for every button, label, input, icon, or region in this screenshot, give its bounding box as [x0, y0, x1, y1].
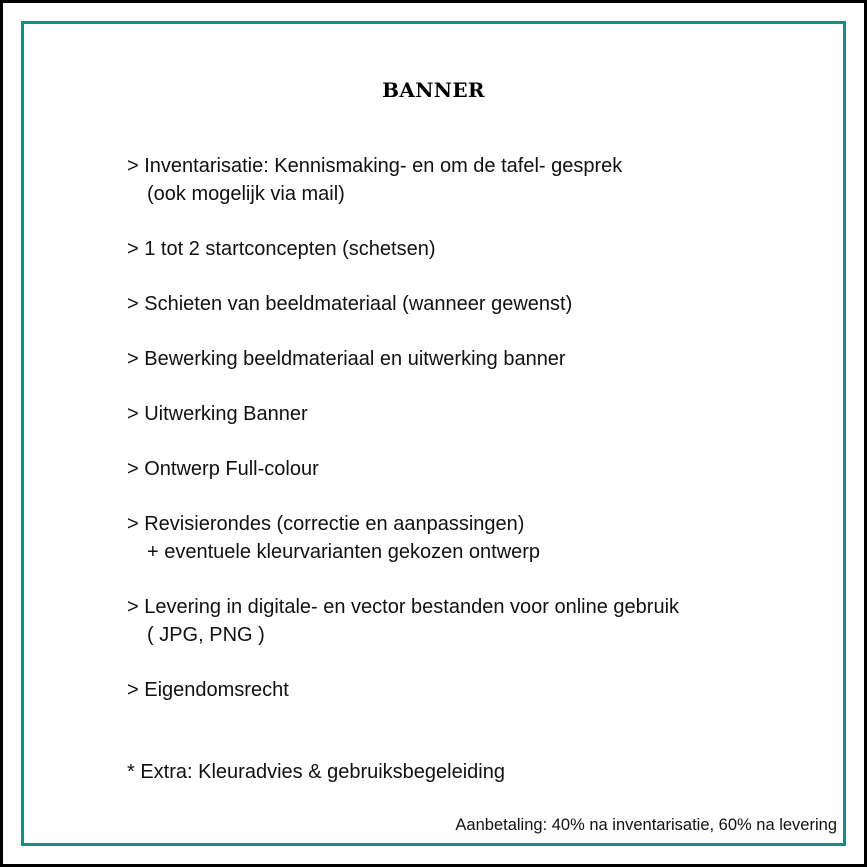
list-item-startconcepten — [127, 235, 436, 263]
list-item-beeldmateriaal — [127, 290, 572, 318]
list-item-text: > Schieten van beeldmateriaal (wanneer gewenst) — [127, 293, 573, 315]
list-item-text: > Eigendomsrecht — [127, 679, 289, 701]
extra-note-text: * Extra: Kleuradvies & gebruiksbegeleiding — [127, 761, 505, 783]
extra-note — [127, 758, 505, 786]
list-item-ontwerp — [127, 455, 319, 483]
list-item-text: > 1 tot 2 startconcepten (schetsen) — [127, 238, 436, 260]
list-item-text: > Ontwerp Full-colour — [127, 458, 319, 480]
list-item-subtext: ( JPG, PNG ) — [147, 624, 265, 646]
list-item-text: > Bewerking beeldmateriaal en uitwerking banner — [127, 348, 566, 370]
payment-note: Aanbetaling: 40% na inventarisatie, 60% na levering — [455, 816, 837, 834]
list-item-bewerking — [127, 345, 566, 373]
list-item-eigendomsrecht — [127, 676, 289, 704]
inner-frame — [21, 21, 846, 846]
list-item-subtext: + eventuele kleurvarianten gekozen ontwerp — [147, 541, 541, 563]
page-title: BANNER — [382, 78, 485, 102]
list-item-subtext: (ook mogelijk via mail) — [147, 183, 345, 205]
list-item-text: > Revisierondes (correctie en aanpassingen) — [127, 513, 525, 535]
list-item-text: > Inventarisatie: Kennismaking- en om de tafel- gesprek — [127, 155, 623, 177]
list-item-text: > Uitwerking Banner — [127, 403, 308, 425]
list-item-revisierondes — [127, 510, 540, 566]
list-item-uitwerking — [127, 400, 308, 428]
list-item-inventarisatie — [127, 152, 622, 208]
list-item-text: > Levering in digitale- en vector bestanden voor online gebruik — [127, 596, 680, 618]
list-item-levering — [127, 593, 679, 649]
